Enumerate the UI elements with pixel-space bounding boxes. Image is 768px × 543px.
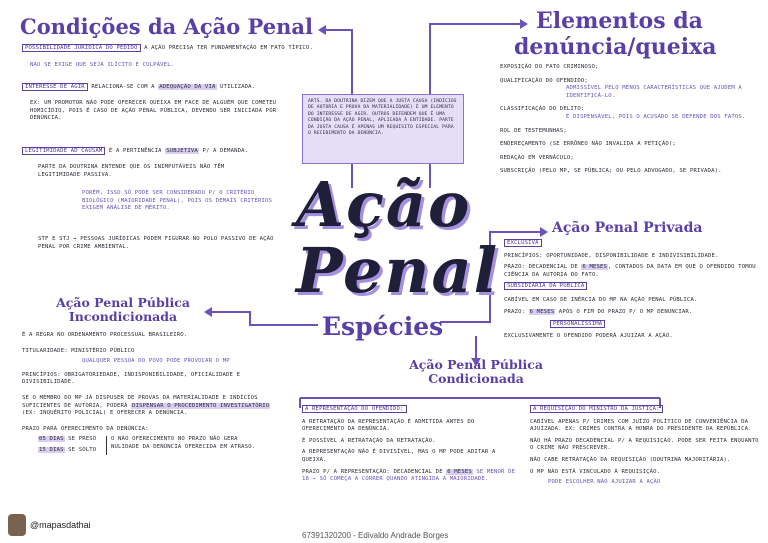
porem-note: PORÉM, ISSO SÓ PODE SER CONSIDERADO P/ O CRITÉRIO BIOLÓGICO (MAIORIDADE PENAL), POIS OS DEMAIS CRITÉRIOS EXIGEM ANÁLISE DE MÉRITO.: [82, 190, 272, 212]
incond-se-membro-2: (EX: INQUÉRITO POLICIAL) E OFERECER A DENÚNCIA.: [22, 410, 188, 417]
incond-qualquer: QUALQUER PESSOA DO POVO PODE PROVOCAR O MP: [82, 358, 230, 365]
req-note: PODE ESCOLHER NÃO AJUIZAR A AÇÃO: [548, 479, 661, 486]
incondicionada-block: [22, 332, 284, 455]
req-item: O MP NÃO ESTÁ VINCULADO À REQUISIÇÃO.: [530, 468, 661, 475]
subsidiaria-cabivel: CABÍVEL EM CASO DE INÉRCIA DO MP NA AÇÃO PENAL PÚBLICA.: [504, 296, 698, 303]
rep-prazo: [302, 469, 516, 484]
elemento-item: ENDEREÇAMENTO (SE ERRÔNEO NÃO INVALIDA A PETIÇÃO);: [500, 141, 676, 148]
privada-prazo: [504, 264, 762, 279]
elementos-title-1: Elementos da: [536, 8, 703, 34]
req-item: NÃO CABE RETRATAÇÃO DA REQUISIÇÃO (DOUTRINA MAJORITÁRIA).: [530, 456, 731, 463]
interesse-example: EX: UM PROMOTOR NÃO PODE OFERECER QUEIXA EM FACE DE ALGUÉM QUE COMETEU HOMICÍDIO, POIS É CASO DE AÇÃO PENAL PÚBLICA, DEVENDO SER INICIADA POR DENÚNCIA.: [30, 100, 277, 122]
incondicionada-title-1: Ação Penal Pública: [56, 295, 190, 310]
rep-prazo-1: PRAZO P/ A REPRESENTAÇÃO: DECADENCIAL DE: [302, 468, 443, 475]
interesse-label: INTERESSE DE AGIR: [22, 83, 88, 91]
incond-se-membro: [22, 395, 284, 418]
incond-se-membro-1: SE O MEMBRO DO MP JÁ DISPUSER DE PROVAS DA MATERIALIDADE E INDÍCIOS SUFICIENTES DE AUTORIA, PODERÁ: [22, 394, 258, 409]
representacao-block: [302, 406, 516, 484]
privada-prazo-2: , CONTADOS DA DATA EM QUE O OFENDIDO TOMOU CIÊNCIA DA AUTORIA DO FATO.: [504, 264, 756, 278]
rep-item: É POSSÍVEL A RETRATAÇÃO DA RETRATAÇÃO.: [302, 437, 436, 444]
prazo-nulidade: O NÃO OFERECIMENTO NO PRAZO NÃO GERA NULIDADE DA DENÚNCIA OFERECIDA EM ATRASO.: [106, 436, 256, 454]
legitimidade-text-1: É A PERTINÊNCIA: [108, 148, 162, 154]
condicionada-title: [396, 358, 556, 386]
subsidiaria-prazo-2: APÓS O FIM DO PRAZO P/ O MP DENUNCIAR.: [558, 308, 693, 315]
center-title-penal: Penal: [296, 234, 500, 307]
elemento-item: ROL DE TESTEMUNHAS;: [500, 127, 567, 134]
elementos-title-2: denúncia/queixa: [514, 34, 717, 60]
incond-regra: É A REGRA NO ORDENAMENTO PROCESSUAL BRASILEIRO.: [22, 332, 188, 338]
req-item: CABÍVEL APENAS P/ CRIMES COM JUÍZO POLÍTICO DE CONVENIÊNCIA DA AJUIZADA. EX: CRIMES CONTRA A HONRA DO PRESIDENTE DA REPÚBLICA.: [530, 418, 752, 433]
interesse-text-2: UTILIZADA.: [220, 84, 256, 90]
center-title-acao: Ação: [296, 168, 472, 241]
author-avatar: [8, 514, 26, 536]
representacao-label: À REPRESENTAÇÃO DO OFENDIDO:: [302, 405, 407, 413]
elemento-item: EXPOSIÇÃO DO FATO CRIMINOSO;: [500, 64, 599, 70]
condicionada-title-1: Ação Penal Pública: [409, 357, 543, 372]
justa-causa-note: ARTS. DA DOUTRINA DIZEM QUE A JUSTA CAUSA (INDÍCIOS DE AUTORIA E PROVA DA MATERIALIDADE) É UM ELEMENTO DO INTERESSE DE AGIR. OUTROS DEFENDEM QUE É UMA CONDIÇÃO DA AÇÃO PENAL, APLICADA À ENTIDADE. PARTE DA JUSTA CAUSA É APENAS UM REQUISITO ESPECIAL PARA O RECEBIMENTO DA DENÚNCIA.: [302, 94, 464, 164]
privada-title: Ação Penal Privada: [552, 220, 703, 236]
subsidiaria-prazo-1: PRAZO:: [504, 308, 526, 315]
elemento-item: REDAÇÃO EM VERNÁCULO;: [500, 154, 574, 161]
watermark: 67391320200 - Edivaldo Andrade Borges: [302, 531, 449, 540]
prazo-preso-text: SE PRESO: [68, 436, 97, 443]
requisicao-block: [530, 406, 762, 487]
possibilidade-text: A AÇÃO PRECISA TER FUNDAMENTAÇÃO EM FATO TÍPICO.: [144, 45, 313, 51]
privada-prazo-highlight: 6 MESES: [582, 264, 608, 271]
legitimidade-text-2: P/ A DEMANDA.: [202, 148, 249, 154]
legitimidade-highlight: SUBJETIVA: [166, 148, 198, 154]
rep-prazo-highlight: 6 MESES: [447, 468, 472, 475]
personalissima-text: EXCLUSIVAMENTE O OFENDIDO PODERÁ AJUIZAR A AÇÃO.: [504, 332, 673, 339]
rep-prazo-2: SE MENOR DE 18 → SÓ COMEÇA A CORRER QUANDO ATINGIDA A MAIORIDADE.: [302, 468, 516, 483]
legitimidade-label: LEGITIMIDADE AD CAUSAM: [22, 147, 105, 155]
stf-note: STF E STJ → PESSOAS JURÍDICAS PODEM FIGURAR NO POLO PASSIVO DE AÇÃO PENAL POR CRIME AMBIENTAL.: [38, 236, 274, 250]
interesse-highlight: ADEQUAÇÃO DA VIA: [159, 84, 216, 90]
parte-doutrina: PARTE DA DOUTRINA ENTENDE QUE OS INIMPUTÁVEIS NÃO TÊM LEGITIMIDADE PASSIVA.: [38, 164, 225, 178]
subsidiaria-prazo-highlight: 6 MESES: [529, 308, 555, 315]
req-item: NÃO HÁ PRAZO DECADENCIAL P/ A REQUISIÇÃO. PODE SER FEITA ENQUANTO O CRIME NÃO PRESCREVER.: [530, 437, 759, 452]
interesse-text-1: RELACIONA-SE COM A: [91, 84, 155, 90]
subsidiaria-prazo: [504, 309, 762, 317]
elemento-item: CLASSIFICAÇÃO DO DELITO;: [500, 106, 585, 113]
prazo-preso-days: 05 DIAS: [39, 436, 64, 443]
possibilidade-note: NÃO SE EXIGE QUE SEJA ILÍCITO E CULPÁVEL.: [30, 62, 175, 68]
author-handle: @mapasdathai: [30, 520, 91, 530]
possibilidade-label: POSSIBILIDADE JURÍDICA DO PEDIDO: [22, 44, 141, 52]
elementos-list: [500, 64, 762, 176]
classificacao-note: É DISPENSÁVEL, POIS O ACUSADO SE DEFENDE DOS FATOS.: [566, 113, 746, 120]
legitimidade-block: [22, 148, 312, 156]
incond-prazo-row: [38, 436, 284, 454]
condicoes-title: Condições da Ação Penal: [20, 14, 313, 39]
rep-item: A RETRATAÇÃO DA REPRESENTAÇÃO É ADMITIDA ANTES DO OFERECIMENTO DA DENÚNCIA.: [302, 418, 475, 433]
incondicionada-title-2: Incondicionada: [68, 309, 178, 324]
incond-titularidade: TITULARIDADE: MINISTÉRIO PÚBLICO: [22, 347, 135, 354]
condicionada-title-2: Condicionada: [428, 371, 524, 386]
rep-item: A REPRESENTAÇÃO NÃO É DIVISÍVEL, MAS O MP PODE ADITAR A QUEIXA.: [302, 449, 496, 463]
exclusiva-label: EXCLUSIVA: [504, 239, 542, 247]
qualificacao-note: ADMISSÍVEL PELO MENOS CARACTERÍSTICAS QUE AJUDEM A IDENTIFICÁ-LO.: [566, 85, 742, 99]
subsidiaria-label: SUBSIDIÁRIA DA PÚBLICA: [504, 282, 587, 290]
privada-principios: PRINCÍPIOS: OPORTUNIDADE, DISPONIBILIDADE E INDIVISIBILIDADE.: [504, 252, 719, 259]
interesse-block: [22, 84, 312, 92]
privada-prazo-1: PRAZO: DECADENCIAL DE: [504, 264, 578, 271]
prazo-solto-text: SE SOLTO: [68, 446, 97, 453]
especies-title: Espécies: [322, 312, 444, 341]
incond-prazo-title: PRAZO PARA OFERECIMENTO DA DENÚNCIA:: [22, 425, 149, 432]
personalissima-label: PERSONALÍSSIMA: [550, 320, 605, 328]
elemento-item: QUALIFICAÇÃO DO OFENDIDO;: [500, 77, 588, 84]
requisicao-label: À REQUISIÇÃO DO MINISTRO DA JUSTIÇA:: [530, 405, 663, 413]
prazo-solto-days: 15 DIAS: [39, 446, 64, 453]
incond-principios: PRINCÍPIOS: OBRIGATORIEDADE, INDISPONIBILIDADE, OFICIALIDADE E DIVISIBILIDADE.: [22, 371, 241, 386]
possibilidade-block: [22, 45, 322, 53]
privada-block: [504, 240, 762, 340]
incond-se-membro-highlight: DISPENSAR O PROCEDIMENTO INVESTIGATÓRIO: [132, 402, 270, 409]
elemento-item: SUBSCRIÇÃO (PELO MP, SE PÚBLICA; OU PELO ADVOGADO, SE PRIVADA).: [500, 168, 722, 175]
incondicionada-title: [40, 296, 206, 324]
